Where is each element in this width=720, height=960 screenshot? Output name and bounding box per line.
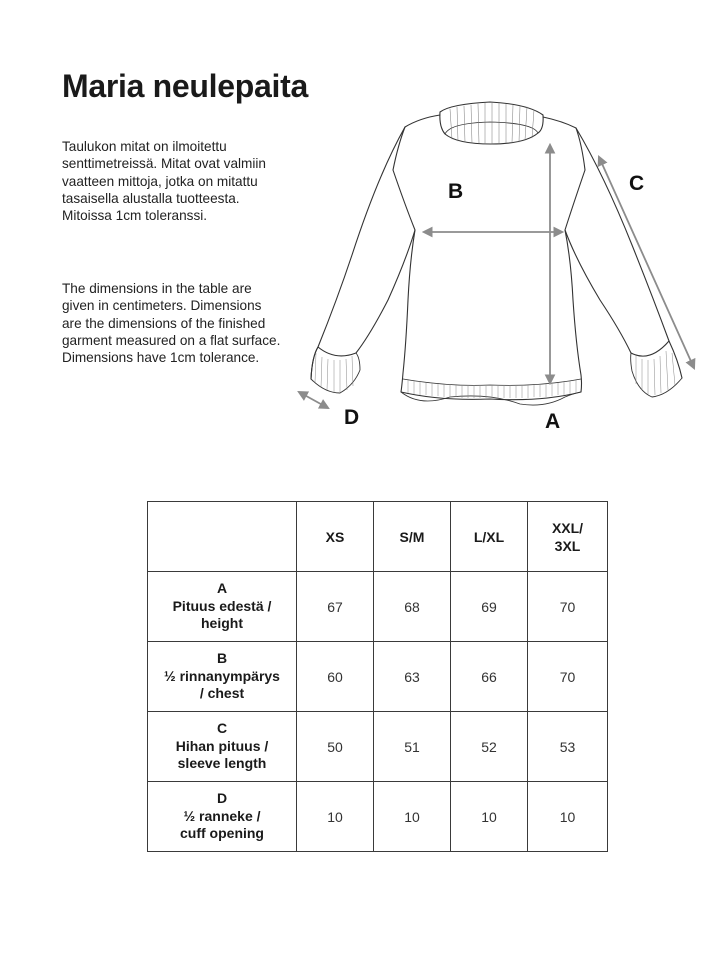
row-label: [148, 642, 297, 712]
table-row: [148, 642, 608, 712]
table-cell: 68: [374, 572, 451, 642]
table-cell: 67: [297, 572, 374, 642]
label-b: B: [448, 180, 464, 203]
row-label: [148, 712, 297, 782]
table-header-row: [148, 502, 608, 572]
table-cell: 63: [374, 642, 451, 712]
description-finnish: Taulukon mitat on ilmoitettu senttimetreissä. Mitat ovat valmiin vaatteen mittoja, jotka on mitattu tasaisella alustalla tuotteesta. Mitoissa 1cm toleranssi.: [62, 139, 266, 224]
row-label: [148, 572, 297, 642]
header-lxl: L/XL: [451, 502, 528, 572]
table-row: [148, 782, 608, 852]
table-cell: 10: [374, 782, 451, 852]
header-corner: [148, 502, 297, 572]
row-label-line1: Hihan pituus /: [175, 737, 269, 754]
row-label-line1: ½ rinnanympärys: [164, 667, 280, 684]
collar: [440, 102, 543, 144]
sweater-outline: [311, 102, 682, 405]
row-label: [148, 782, 297, 852]
table-cell: 10: [528, 782, 608, 852]
table-cell: 10: [297, 782, 374, 852]
arrow-sleeve: [599, 157, 694, 368]
table-cell: 51: [374, 712, 451, 782]
table-cell: 50: [297, 712, 374, 782]
collar-ribbing: [450, 103, 534, 144]
row-label-line2: / chest: [199, 685, 245, 702]
page-title: Maria neulepaita: [62, 68, 308, 104]
description-english: The dimensions in the table are given in centimeters. Dimensions are the dimensions of the finished garment measured on a flat surface. Dimensions have 1cm tolerance.: [62, 281, 281, 366]
arrow-cuff: [299, 392, 328, 408]
sweater-measurement-diagram: [290, 95, 710, 440]
label-a: A: [545, 410, 561, 433]
table-cell: 52: [451, 712, 528, 782]
row-label-line2: sleeve length: [177, 755, 267, 772]
row-label-line2: height: [201, 615, 243, 632]
row-letter: D: [216, 790, 228, 807]
table-cell: 66: [451, 642, 528, 712]
row-label-line1: Pituus edestä /: [172, 597, 272, 614]
table-row: [148, 712, 608, 782]
header-sm: S/M: [374, 502, 451, 572]
row-label-line2: cuff opening: [180, 825, 264, 842]
row-label-line1: ½ ranneke /: [183, 807, 261, 824]
row-letter: A: [216, 580, 228, 597]
table-cell: 69: [451, 572, 528, 642]
header-xxl-line1: XXL/: [551, 519, 584, 536]
label-d: D: [344, 406, 360, 429]
label-c: C: [629, 172, 645, 195]
cuff-ribbing: [315, 351, 675, 395]
size-table: [147, 501, 608, 852]
table-cell: 70: [528, 642, 608, 712]
row-letter: C: [216, 720, 228, 737]
header-xxl: [528, 502, 608, 572]
header-xs: XS: [297, 502, 374, 572]
table-cell: 10: [451, 782, 528, 852]
table-cell: 60: [297, 642, 374, 712]
row-letter: B: [216, 650, 228, 667]
table-cell: 70: [528, 572, 608, 642]
header-xxl-line2: 3XL: [554, 537, 581, 554]
table-row: [148, 572, 608, 642]
table-cell: 53: [528, 712, 608, 782]
